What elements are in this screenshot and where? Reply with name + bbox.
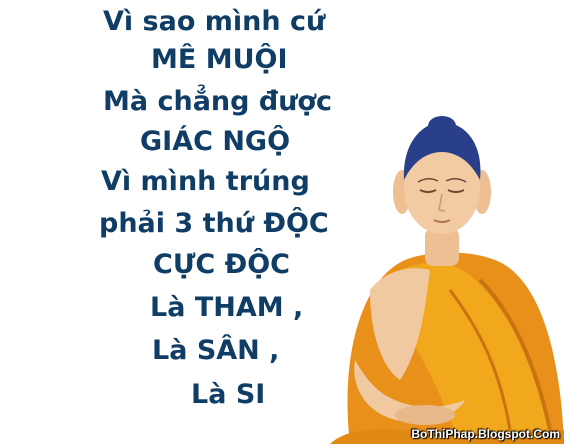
quote-line-7: CỰC ĐỘC [153,249,290,280]
quote-line-4: GIÁC NGỘ [140,126,291,157]
quote-line-8: Là THAM , [150,292,304,323]
quote-line-6: phải 3 thứ ĐỘC [99,208,329,239]
quote-line-9: Là SÂN , [152,335,280,366]
watermark: BoThiPhap.Blogspot.Com [411,427,560,441]
quote-line-5: Vì mình trúng [101,166,310,197]
quote-line-2: MÊ MUỘI [151,44,288,75]
quote-line-10: Là SI [191,379,266,410]
quote-line-3: Mà chẳng được [103,86,332,117]
seated-buddha-icon [330,110,564,444]
quote-line-1: Vì sao mình cứ [103,6,326,37]
